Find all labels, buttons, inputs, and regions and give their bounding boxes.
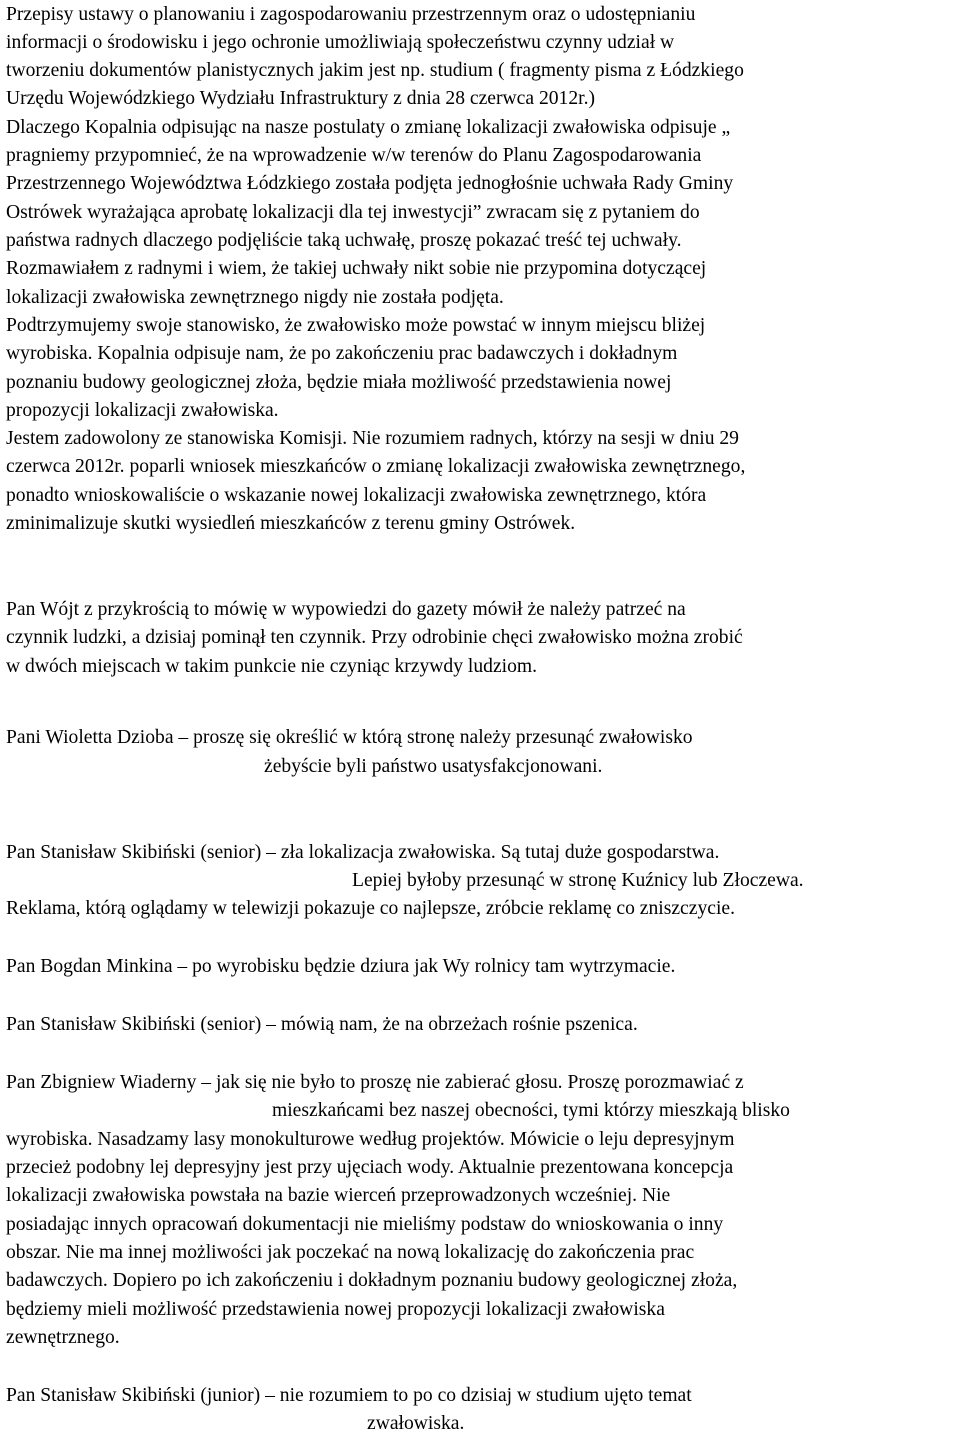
text-line: przecież podobny lej depresyjny jest przy ujęciach wody. Aktualnie prezentowana koncepcja	[6, 1157, 734, 1178]
text-line: wyrobiska. Kopalnia odpisuje nam, że po zakończeniu prac badawczych i dokładnym	[6, 343, 678, 364]
text-line: lokalizacji zwałowiska zewnętrznego nigdy nie została podjęta.	[6, 287, 504, 308]
text-line: badawczych. Dopiero po ich zakończeniu i dokładnym poznaniu budowy geologicznej złoża,	[6, 1270, 738, 1291]
text-line: poznaniu budowy geologicznej złoża, będzie miała możliwość przedstawienia nowej	[6, 372, 672, 393]
text-line: czerwca 2012r. poparli wniosek mieszkańców o zmianę lokalizacji zwałowiska zewnętrznego,	[6, 456, 746, 477]
text-line: będziemy mieli możliwość przedstawienia nowej propozycji lokalizacji zwałowiska	[6, 1299, 665, 1320]
text-line: tworzeniu dokumentów planistycznych jakim jest np. studium ( fragmenty pisma z Łódzkiego	[6, 60, 744, 81]
text-line: zewnętrznego.	[6, 1327, 120, 1348]
text-line: posiadając innych opracowań dokumentacji nie mieliśmy podstaw do wnioskowania o inny	[6, 1214, 724, 1235]
text-line: Podtrzymujemy swoje stanowisko, że zwałowisko może powstać w innym miejscu bliżej	[6, 315, 706, 336]
text-line: Pan Wójt z przykrością to mówię w wypowiedzi do gazety mówił że należy patrzeć na	[6, 599, 686, 620]
text-line: lokalizacji zwałowiska powstała na bazie wierceń przeprowadzonych wcześniej. Nie	[6, 1185, 671, 1206]
text-line: Jestem zadowolony ze stanowiska Komisji. Nie rozumiem radnych, którzy na sesji w dniu 29	[6, 428, 739, 449]
text-line: Urzędu Wojewódzkiego Wydziału Infrastruktury z dnia 28 czerwca 2012r.)	[6, 88, 596, 109]
text-line: państwa radnych dlaczego podjęliście taką uchwałę, proszę pokazać treść tej uchwały.	[6, 230, 682, 251]
text-line: wyrobiska. Nasadzamy lasy monokulturowe według projektów. Mówicie o leju depresyjnym	[6, 1129, 735, 1150]
text-line: Lepiej byłoby przesunąć w stronę Kuźnicy lub Złoczewa.	[352, 870, 804, 891]
text-line: Reklama, którą oglądamy w telewizji pokazuje co najlepsze, zróbcie reklamę co zniszczycie.	[6, 898, 735, 919]
text-line: Pan Zbigniew Wiaderny – jak się nie było to proszę nie zabierać głosu. Proszę porozmawiać z	[6, 1072, 744, 1093]
text-line: Pan Stanisław Skibiński (junior) – nie rozumiem to po co dzisiaj w studium ujęto temat	[6, 1385, 692, 1406]
text-line: zwałowiska.	[367, 1413, 465, 1434]
text-line: Rozmawiałem z radnymi i wiem, że takiej uchwały nikt sobie nie przypomina dotyczącej	[6, 258, 707, 279]
text-line: Dlaczego Kopalnia odpisując na nasze postulaty o zmianę lokalizacji zwałowiska odpisuje „	[6, 117, 731, 138]
text-line: Pan Stanisław Skibiński (senior) – mówią nam, że na obrzeżach rośnie pszenica.	[6, 1014, 638, 1035]
text-line: Pan Stanisław Skibiński (senior) – zła lokalizacja zwałowiska. Są tutaj duże gospodarstwa.	[6, 842, 720, 863]
text-line: żebyście byli państwo usatysfakcjonowani.	[264, 756, 603, 777]
text-line: w dwóch miejscach w takim punkcie nie czyniąc krzywdy ludziom.	[6, 656, 538, 677]
text-line: propozycji lokalizacji zwałowiska.	[6, 400, 279, 421]
text-line: ponadto wnioskowaliście o wskazanie nowej lokalizacji zwałowiska zewnętrznego, która	[6, 485, 707, 506]
text-line: informacji o środowisku i jego ochronie umożliwiają społeczeństwu czynny udział w	[6, 32, 675, 53]
text-line: obszar. Nie ma innej możliwości jak poczekać na nową lokalizację do zakończenia prac	[6, 1242, 695, 1263]
text-line: pragniemy przypomnieć, że na wprowadzenie w/w terenów do Planu Zagospodarowania	[6, 145, 702, 166]
text-line: czynnik ludzki, a dzisiaj pominął ten czynnik. Przy odrobinie chęci zwałowisko można zrobić	[6, 627, 743, 648]
text-line: zminimalizuje skutki wysiedleń mieszkańców z terenu gminy Ostrówek.	[6, 513, 576, 534]
text-line: Pan Bogdan Minkina – po wyrobisku będzie dziura jak Wy rolnicy tam wytrzymacie.	[6, 956, 676, 977]
text-line: Przestrzennego Województwa Łódzkiego została podjęta jednogłośnie uchwała Rady Gminy	[6, 173, 734, 194]
text-line: Ostrówek wyrażająca aprobatę lokalizacji dla tej inwestycji” zwracam się z pytaniem do	[6, 202, 700, 223]
text-line: mieszkańcami bez naszej obecności, tymi którzy mieszkają blisko	[272, 1100, 790, 1121]
text-line: Przepisy ustawy o planowaniu i zagospodarowaniu przestrzennym oraz o udostępnianiu	[6, 4, 696, 25]
text-line: Pani Wioletta Dzioba – proszę się określić w którą stronę należy przesunąć zwałowisko	[6, 727, 693, 748]
